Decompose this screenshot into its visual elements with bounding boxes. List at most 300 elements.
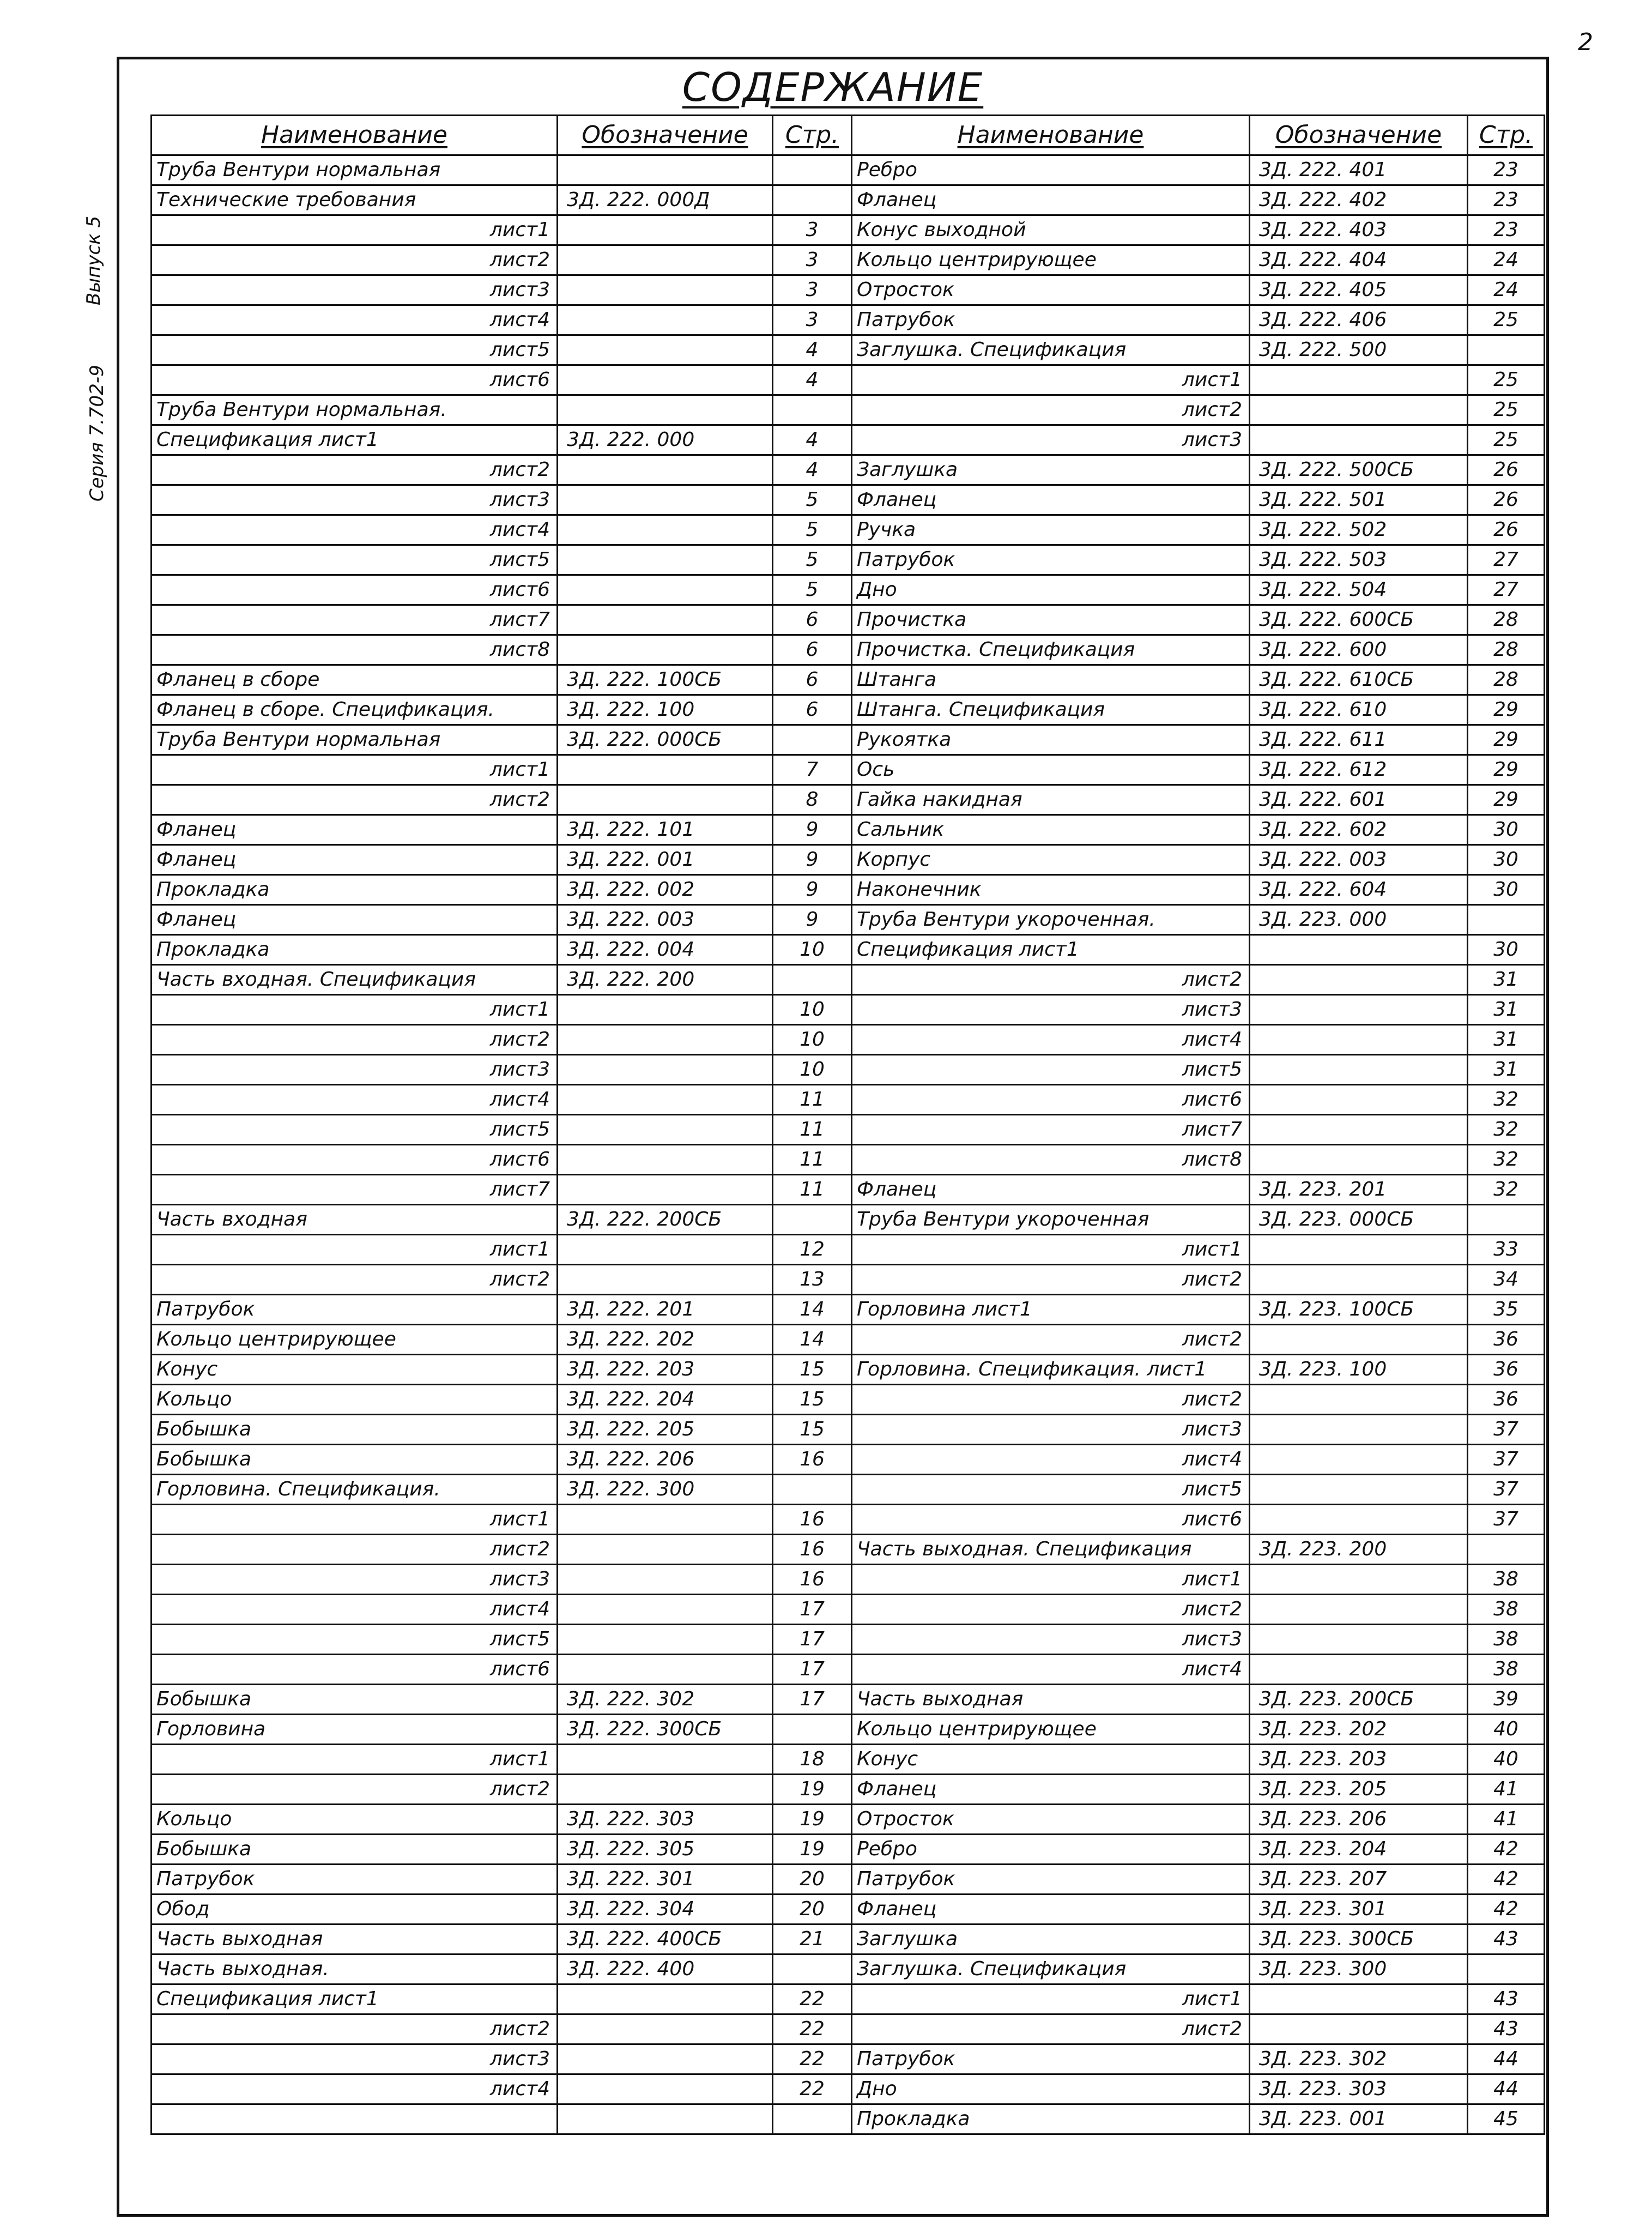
entry-designation-left: 3Д. 222. 100СБ — [558, 665, 773, 695]
entry-name-left: Труба Вентури нормальная — [152, 725, 558, 755]
entry-name-left: лист4 — [152, 515, 558, 545]
entry-designation-left: 3Д. 222. 304 — [558, 1895, 773, 1925]
entry-designation-left — [558, 1745, 773, 1775]
entry-page-left: 17 — [773, 1685, 852, 1715]
entry-name-right: лист2 — [852, 395, 1250, 425]
entry-page-right: 43 — [1468, 2014, 1545, 2044]
entry-designation-left: 3Д. 222. 200СБ — [558, 1205, 773, 1235]
entry-name-right: Фланец — [852, 485, 1250, 515]
entry-name-left: Часть выходная — [152, 1925, 558, 1954]
entry-page-left: 5 — [773, 485, 852, 515]
entry-designation-right: 3Д. 222. 610 — [1250, 695, 1468, 725]
header-designation-left: Обозначение — [558, 116, 773, 155]
entry-designation-left: 3Д. 222. 203 — [558, 1355, 773, 1385]
entry-designation-right: 3Д. 223. 303 — [1250, 2074, 1468, 2104]
entry-name-left: лист2 — [152, 245, 558, 275]
entry-page-left — [773, 725, 852, 755]
entry-name-left: лист3 — [152, 275, 558, 305]
entry-page-left: 16 — [773, 1565, 852, 1595]
entry-name-left: Часть входная — [152, 1205, 558, 1235]
table-row — [152, 1715, 1545, 1745]
entry-page-right: 25 — [1468, 395, 1545, 425]
entry-name-left: Труба Вентури нормальная — [152, 155, 558, 185]
entry-page-left: 6 — [773, 665, 852, 695]
table-row — [152, 965, 1545, 995]
entry-page-left — [773, 1475, 852, 1505]
entry-page-right: 32 — [1468, 1085, 1545, 1115]
entry-designation-left — [558, 2104, 773, 2134]
entry-page-right: 31 — [1468, 1055, 1545, 1085]
entry-name-right: лист5 — [852, 1055, 1250, 1085]
entry-name-right: лист6 — [852, 1085, 1250, 1115]
entry-name-left: Бобышка — [152, 1415, 558, 1445]
entry-name-right: лист2 — [852, 2014, 1250, 2044]
entry-page-left: 15 — [773, 1385, 852, 1415]
table-row — [152, 1115, 1545, 1145]
entry-designation-left: 3Д. 222. 205 — [558, 1415, 773, 1445]
entry-page-left: 10 — [773, 935, 852, 965]
entry-designation-left: 3Д. 222. 206 — [558, 1445, 773, 1475]
entry-designation-right: 3Д. 223. 302 — [1250, 2044, 1468, 2074]
entry-name-right: лист1 — [852, 365, 1250, 395]
entry-name-left: лист7 — [152, 605, 558, 635]
entry-designation-right — [1250, 395, 1468, 425]
entry-designation-right: 3Д. 222. 401 — [1250, 155, 1468, 185]
entry-page-right: 43 — [1468, 1925, 1545, 1954]
entry-designation-left: 3Д. 222. 004 — [558, 935, 773, 965]
entry-name-left: лист1 — [152, 755, 558, 785]
entry-page-right: 37 — [1468, 1505, 1545, 1535]
table-row — [152, 1235, 1545, 1265]
entry-designation-left — [558, 1145, 773, 1175]
entry-designation-right: 3Д. 223. 000 — [1250, 905, 1468, 935]
entry-designation-left — [558, 1625, 773, 1655]
table-row — [152, 1175, 1545, 1205]
entry-designation-right: 3Д. 222. 500СБ — [1250, 455, 1468, 485]
entry-name-right: лист3 — [852, 995, 1250, 1025]
entry-designation-right: 3Д. 223. 001 — [1250, 2104, 1468, 2134]
entry-name-right: Часть выходная — [852, 1685, 1250, 1715]
table-row — [152, 1025, 1545, 1055]
entry-designation-right — [1250, 1565, 1468, 1595]
entry-page-right: 28 — [1468, 635, 1545, 665]
entry-designation-right: 3Д. 222. 403 — [1250, 215, 1468, 245]
table-row — [152, 275, 1545, 305]
entry-name-left: Часть выходная. — [152, 1954, 558, 1984]
table-row — [152, 845, 1545, 875]
entry-page-left: 3 — [773, 305, 852, 335]
entry-name-right: Сальник — [852, 815, 1250, 845]
entry-name-left: лист4 — [152, 1085, 558, 1115]
entry-page-right: 40 — [1468, 1715, 1545, 1745]
table-row — [152, 395, 1545, 425]
entry-page-right: 29 — [1468, 785, 1545, 815]
entry-designation-right — [1250, 1055, 1468, 1085]
entry-page-right: 45 — [1468, 2104, 1545, 2134]
entry-name-left: лист5 — [152, 545, 558, 575]
entry-page-left: 9 — [773, 845, 852, 875]
entry-designation-right — [1250, 1265, 1468, 1295]
entry-name-left: Обод — [152, 1895, 558, 1925]
entry-designation-right — [1250, 1415, 1468, 1445]
entry-page-right: 30 — [1468, 875, 1545, 905]
table-row — [152, 695, 1545, 725]
table-row — [152, 335, 1545, 365]
entry-name-right: лист1 — [852, 1235, 1250, 1265]
table-row — [152, 305, 1545, 335]
entry-page-right: 27 — [1468, 575, 1545, 605]
entry-page-right: 25 — [1468, 365, 1545, 395]
table-row — [152, 665, 1545, 695]
entry-designation-left — [558, 635, 773, 665]
entry-name-left: лист5 — [152, 1115, 558, 1145]
entry-name-right: лист2 — [852, 965, 1250, 995]
page-title: СОДЕРЖАНИЕ — [682, 64, 984, 110]
entry-name-left: Технические требования — [152, 185, 558, 215]
entry-designation-right: 3Д. 223. 300СБ — [1250, 1925, 1468, 1954]
entry-page-left: 22 — [773, 1984, 852, 2014]
entry-page-right — [1468, 335, 1545, 365]
entry-name-left: Патрубок — [152, 1865, 558, 1895]
entry-name-right: лист3 — [852, 1625, 1250, 1655]
entry-page-right: 41 — [1468, 1805, 1545, 1835]
entry-designation-right: 3Д. 222. 501 — [1250, 485, 1468, 515]
entry-designation-left: 3Д. 222. 305 — [558, 1835, 773, 1865]
entry-page-right: 36 — [1468, 1355, 1545, 1385]
entry-name-right: лист4 — [852, 1025, 1250, 1055]
entry-designation-right — [1250, 1025, 1468, 1055]
table-row — [152, 1984, 1545, 2014]
entry-name-right: лист1 — [852, 1984, 1250, 2014]
entry-designation-right — [1250, 965, 1468, 995]
entry-name-left: лист3 — [152, 1565, 558, 1595]
entry-designation-left — [558, 785, 773, 815]
entry-name-left: лист2 — [152, 1025, 558, 1055]
entry-designation-left — [558, 485, 773, 515]
entry-name-left: лист2 — [152, 455, 558, 485]
table-row — [152, 1954, 1545, 1984]
entry-page-left: 11 — [773, 1115, 852, 1145]
entry-page-right: 33 — [1468, 1235, 1545, 1265]
entry-name-left: Кольцо — [152, 1385, 558, 1415]
entry-designation-left — [558, 1025, 773, 1055]
header-name-left: Наименование — [152, 116, 558, 155]
entry-name-right: Заглушка — [852, 455, 1250, 485]
entry-name-right: Наконечник — [852, 875, 1250, 905]
entry-page-right: 32 — [1468, 1115, 1545, 1145]
entry-page-left: 5 — [773, 575, 852, 605]
entry-designation-left — [558, 2014, 773, 2044]
entry-page-left: 6 — [773, 635, 852, 665]
entry-designation-right: 3Д. 222. 402 — [1250, 185, 1468, 215]
entry-page-left: 4 — [773, 455, 852, 485]
entry-designation-left: 3Д. 222. 201 — [558, 1295, 773, 1325]
entry-designation-right: 3Д. 223. 206 — [1250, 1805, 1468, 1835]
entry-page-left: 11 — [773, 1145, 852, 1175]
table-row — [152, 1595, 1545, 1625]
table-row — [152, 545, 1545, 575]
table-row — [152, 635, 1545, 665]
entry-designation-right — [1250, 1085, 1468, 1115]
entry-page-right: 28 — [1468, 665, 1545, 695]
entry-name-right: Патрубок — [852, 1865, 1250, 1895]
entry-name-right: Дно — [852, 575, 1250, 605]
entry-page-right: 38 — [1468, 1595, 1545, 1625]
entry-designation-left: 3Д. 222. 101 — [558, 815, 773, 845]
entry-page-left: 19 — [773, 1805, 852, 1835]
entry-designation-left: 3Д. 222. 302 — [558, 1685, 773, 1715]
entry-name-right: Ось — [852, 755, 1250, 785]
table-row — [152, 2014, 1545, 2044]
table-row — [152, 1925, 1545, 1954]
entry-page-right: 42 — [1468, 1835, 1545, 1865]
entry-designation-left — [558, 1175, 773, 1205]
entry-designation-right: 3Д. 222. 600СБ — [1250, 605, 1468, 635]
table-row — [152, 1565, 1545, 1595]
entry-page-left: 16 — [773, 1445, 852, 1475]
entry-designation-left: 3Д. 222. 001 — [558, 845, 773, 875]
entry-page-left: 19 — [773, 1835, 852, 1865]
entry-designation-left — [558, 305, 773, 335]
table-row — [152, 1205, 1545, 1235]
entry-designation-right — [1250, 365, 1468, 395]
entry-page-right: 30 — [1468, 935, 1545, 965]
entry-designation-right: 3Д. 223. 300 — [1250, 1954, 1468, 1984]
entry-name-right: Ручка — [852, 515, 1250, 545]
entry-designation-right — [1250, 1115, 1468, 1145]
entry-name-left: Кольцо — [152, 1805, 558, 1835]
entry-name-right: Штанга — [852, 665, 1250, 695]
entry-page-right: 24 — [1468, 275, 1545, 305]
entry-designation-right — [1250, 1505, 1468, 1535]
table-row — [152, 2044, 1545, 2074]
entry-designation-left — [558, 1535, 773, 1565]
entry-name-left: лист8 — [152, 635, 558, 665]
entry-name-right: Фланец — [852, 185, 1250, 215]
entry-page-left: 5 — [773, 545, 852, 575]
entry-page-right: 29 — [1468, 755, 1545, 785]
table-row — [152, 905, 1545, 935]
entry-page-right — [1468, 1535, 1545, 1565]
entry-designation-left — [558, 395, 773, 425]
entry-page-left: 11 — [773, 1085, 852, 1115]
entry-name-left: лист4 — [152, 305, 558, 335]
entry-page-left: 20 — [773, 1865, 852, 1895]
table-row — [152, 815, 1545, 845]
entry-name-left: Фланец — [152, 815, 558, 845]
entry-designation-left: 3Д. 222. 300 — [558, 1475, 773, 1505]
entry-designation-left — [558, 995, 773, 1025]
entry-name-right: лист8 — [852, 1145, 1250, 1175]
entry-name-left: лист4 — [152, 2074, 558, 2104]
entry-designation-left — [558, 515, 773, 545]
table-row — [152, 155, 1545, 185]
entry-designation-right: 3Д. 222. 405 — [1250, 275, 1468, 305]
entry-name-left: лист6 — [152, 1655, 558, 1685]
contents-body — [152, 155, 1545, 2134]
entry-page-left: 19 — [773, 1775, 852, 1805]
table-row — [152, 2074, 1545, 2104]
entry-designation-left: 3Д. 222. 300СБ — [558, 1715, 773, 1745]
entry-page-left — [773, 155, 852, 185]
entry-page-right: 31 — [1468, 1025, 1545, 1055]
entry-page-right: 38 — [1468, 1625, 1545, 1655]
table-row — [152, 1625, 1545, 1655]
table-row — [152, 1055, 1545, 1085]
entry-page-right: 44 — [1468, 2044, 1545, 2074]
table-row — [152, 1355, 1545, 1385]
table-row — [152, 1475, 1545, 1505]
entry-name-left: Спецификация лист1 — [152, 1984, 558, 2014]
entry-name-left: Бобышка — [152, 1835, 558, 1865]
entry-name-right: лист5 — [852, 1475, 1250, 1505]
entry-page-left: 9 — [773, 815, 852, 845]
entry-name-left: лист3 — [152, 2044, 558, 2074]
entry-name-left: лист6 — [152, 1145, 558, 1175]
entry-name-left: лист1 — [152, 215, 558, 245]
entry-designation-right — [1250, 1445, 1468, 1475]
table-row — [152, 1295, 1545, 1325]
entry-designation-left: 3Д. 222. 000Д — [558, 185, 773, 215]
entry-name-right: Фланец — [852, 1895, 1250, 1925]
entry-name-right: лист4 — [852, 1655, 1250, 1685]
entry-designation-right: 3Д. 222. 602 — [1250, 815, 1468, 845]
entry-page-left: 7 — [773, 755, 852, 785]
entry-designation-left: 3Д. 222. 200 — [558, 965, 773, 995]
entry-designation-left — [558, 1505, 773, 1535]
entry-name-left: лист1 — [152, 1505, 558, 1535]
entry-page-right: 29 — [1468, 695, 1545, 725]
series-label: Серия 7.702-9 — [86, 365, 108, 502]
entry-designation-right — [1250, 935, 1468, 965]
entry-name-left: Прокладка — [152, 935, 558, 965]
entry-page-left: 20 — [773, 1895, 852, 1925]
entry-page-left — [773, 1205, 852, 1235]
entry-designation-left: 3Д. 222. 400СБ — [558, 1925, 773, 1954]
entry-page-right: 31 — [1468, 995, 1545, 1025]
entry-designation-right: 3Д. 222. 502 — [1250, 515, 1468, 545]
table-row — [152, 605, 1545, 635]
entry-name-left: Конус — [152, 1355, 558, 1385]
entry-name-left: Кольцо центрирующее — [152, 1325, 558, 1355]
entry-designation-right — [1250, 1235, 1468, 1265]
entry-name-right: Корпус — [852, 845, 1250, 875]
entry-designation-right: 3Д. 222. 500 — [1250, 335, 1468, 365]
entry-page-right: 38 — [1468, 1565, 1545, 1595]
entry-designation-left — [558, 2074, 773, 2104]
entry-name-right: лист3 — [852, 425, 1250, 455]
contents-table — [150, 114, 1545, 2135]
entry-designation-left — [558, 215, 773, 245]
entry-page-left: 17 — [773, 1625, 852, 1655]
entry-page-left: 21 — [773, 1925, 852, 1954]
entry-name-left: Часть входная. Спецификация — [152, 965, 558, 995]
entry-name-right: Патрубок — [852, 2044, 1250, 2074]
entry-designation-right: 3Д. 222. 611 — [1250, 725, 1468, 755]
entry-page-left — [773, 1715, 852, 1745]
entry-page-right: 32 — [1468, 1175, 1545, 1205]
table-row — [152, 1145, 1545, 1175]
entry-designation-left — [558, 2044, 773, 2074]
entry-page-left: 6 — [773, 605, 852, 635]
entry-designation-right: 3Д. 222. 610СБ — [1250, 665, 1468, 695]
entry-designation-right: 3Д. 222. 601 — [1250, 785, 1468, 815]
table-row — [152, 1535, 1545, 1565]
entry-page-right: 30 — [1468, 815, 1545, 845]
entry-designation-right: 3Д. 223. 000СБ — [1250, 1205, 1468, 1235]
table-row — [152, 215, 1545, 245]
entry-designation-right: 3Д. 222. 612 — [1250, 755, 1468, 785]
entry-page-left: 4 — [773, 365, 852, 395]
entry-page-left: 3 — [773, 275, 852, 305]
table-row — [152, 365, 1545, 395]
entry-name-left: Бобышка — [152, 1685, 558, 1715]
entry-designation-left — [558, 755, 773, 785]
entry-page-right — [1468, 1954, 1545, 1984]
entry-name-left: Горловина — [152, 1715, 558, 1745]
entry-page-right: 44 — [1468, 2074, 1545, 2104]
entry-page-left: 16 — [773, 1505, 852, 1535]
entry-name-right: лист4 — [852, 1445, 1250, 1475]
entry-page-right: 29 — [1468, 725, 1545, 755]
entry-name-left: лист7 — [152, 1175, 558, 1205]
entry-name-right: Патрубок — [852, 305, 1250, 335]
entry-name-right: Ребро — [852, 155, 1250, 185]
entry-designation-right — [1250, 1145, 1468, 1175]
entry-designation-left — [558, 275, 773, 305]
entry-designation-right: 3Д. 222. 604 — [1250, 875, 1468, 905]
entry-page-right: 25 — [1468, 305, 1545, 335]
entry-name-left: Фланец — [152, 905, 558, 935]
entry-designation-left: 3Д. 222. 000СБ — [558, 725, 773, 755]
table-row — [152, 1415, 1545, 1445]
entry-designation-right — [1250, 1655, 1468, 1685]
entry-designation-left — [558, 545, 773, 575]
header-page-left: Стр. — [773, 116, 852, 155]
entry-page-left — [773, 1954, 852, 1984]
entry-page-left — [773, 2104, 852, 2134]
entry-designation-right: 3Д. 222. 003 — [1250, 845, 1468, 875]
entry-name-right: Дно — [852, 2074, 1250, 2104]
entry-page-right: 32 — [1468, 1145, 1545, 1175]
entry-designation-right — [1250, 1475, 1468, 1505]
entry-name-left: лист1 — [152, 995, 558, 1025]
entry-page-right: 37 — [1468, 1445, 1545, 1475]
entry-designation-right: 3Д. 223. 201 — [1250, 1175, 1468, 1205]
table-row — [152, 425, 1545, 455]
entry-name-right: Фланец — [852, 1175, 1250, 1205]
entry-name-left: Труба Вентури нормальная. — [152, 395, 558, 425]
entry-designation-left — [558, 155, 773, 185]
entry-name-left: лист4 — [152, 1595, 558, 1625]
entry-designation-left: 3Д. 222. 202 — [558, 1325, 773, 1355]
entry-page-right: 23 — [1468, 155, 1545, 185]
entry-page-right: 36 — [1468, 1385, 1545, 1415]
table-row — [152, 785, 1545, 815]
table-row — [152, 245, 1545, 275]
entry-page-right: 38 — [1468, 1655, 1545, 1685]
table-row — [152, 1445, 1545, 1475]
entry-name-right: Кольцо центрирующее — [852, 245, 1250, 275]
entry-page-left: 3 — [773, 215, 852, 245]
entry-page-left: 22 — [773, 2074, 852, 2104]
entry-name-right: Патрубок — [852, 545, 1250, 575]
entry-page-left: 14 — [773, 1325, 852, 1355]
entry-name-left: Фланец — [152, 845, 558, 875]
entry-name-right: лист7 — [852, 1115, 1250, 1145]
entry-designation-right — [1250, 995, 1468, 1025]
entry-page-left: 16 — [773, 1535, 852, 1565]
